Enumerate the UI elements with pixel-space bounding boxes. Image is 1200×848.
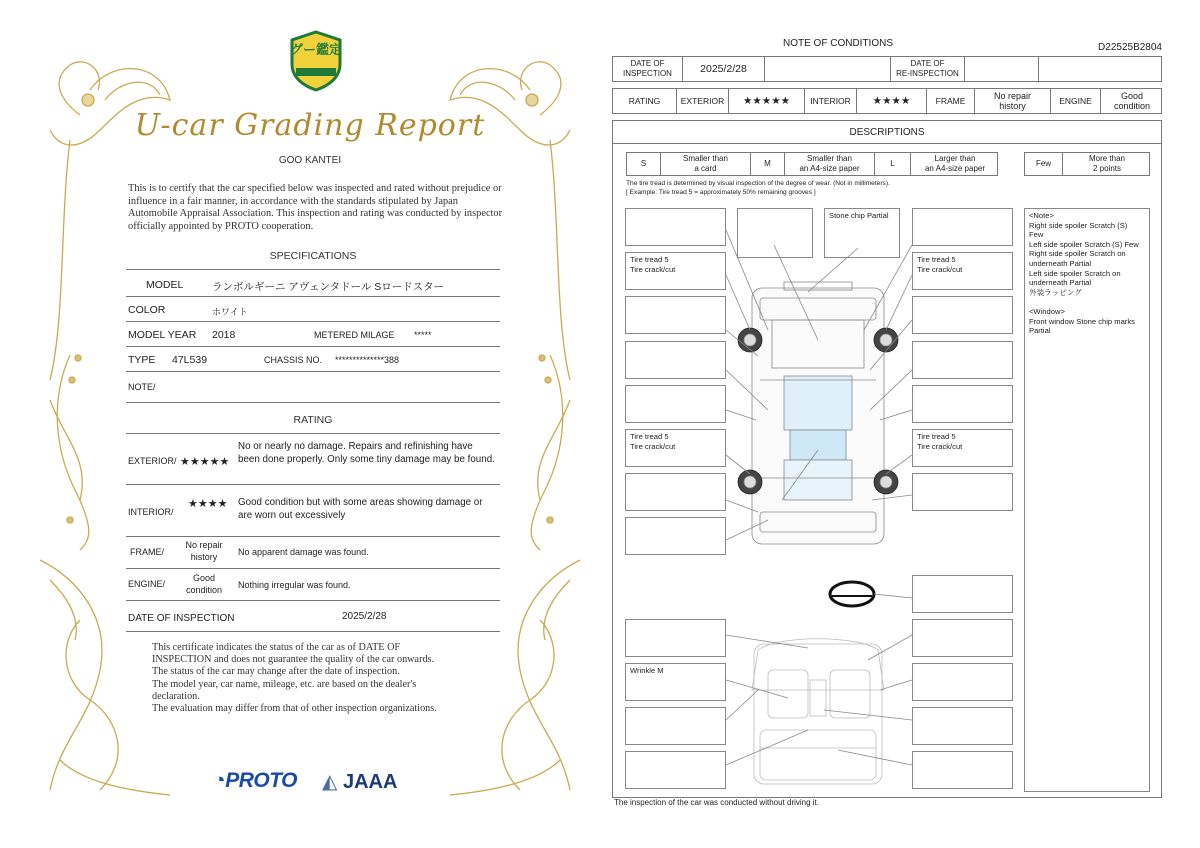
goo-kantei-badge-icon [288,30,344,92]
date-of-inspection-value: 2025/2/28 [683,57,765,81]
engine-description: Nothing irregular was found. [238,580,351,590]
damage-box-right-7 [912,473,1013,511]
color-value: ホワイト [212,307,248,317]
date-value: 2025/2/28 [342,611,387,622]
spec-row-type [126,347,500,372]
grading-certificate [20,20,600,828]
interior-box-left-wrinkle: Wrinkle M [625,663,726,701]
damage-box-right-4 [912,341,1013,379]
interior-description: Good condition but with some areas showing damage or are worn out excessively [238,497,483,521]
engine-label: ENGINE [1051,89,1101,113]
footer-line: This certificate indicates the status of the car as of DATE OF [152,642,401,653]
damage-box-left-3 [625,296,726,334]
note-line: Partial [1029,326,1051,336]
exterior-label: EXTERIOR [677,89,729,113]
spec-row-color [126,297,500,322]
model-value: ランボルギーニ アヴェンタドール Sロードスター [212,281,445,293]
interior-box-right-2 [912,663,1013,701]
exterior-description: No or nearly no damage. Repairs and refinishing have been done properly. Only some tiny damage may be found. [238,441,495,465]
interior-box-left-4 [625,751,726,789]
damage-box-right-5 [912,385,1013,423]
note-line: underneath Partial [1029,278,1092,288]
rating-row-date [126,601,500,632]
frame-value-l1: No repair [993,91,1031,101]
footer-line: INSPECTION and does not guarantee the quality of the car onwards. [152,654,435,666]
footer-line: The evaluation may differ from that of other inspection organizations. [152,703,437,715]
chassis-label: CHASSIS NO. [264,355,323,365]
proto-mark-icon: ◔ [213,769,226,792]
doi-l2: INSPECTION [623,69,672,78]
engine-label: ENGINE/ [128,579,166,589]
tread-note-line1: The tire tread is determined by visual inspection of the degree of wear. (Not in millimeters). [626,180,890,187]
frame-label: FRAME/ [130,547,165,557]
certificate-intro: This is to certify that the car specified below was inspected and rated without prejudice or influence in a fair manner, in accordance with the standards stipulated by Japan Automobile Appraisal Association. This inspection and rating was conducted by inspector officially appointed by PROTO cooperation. [128,183,503,233]
damage-box-left-8 [625,517,726,555]
tire-tread-text: Tire tread 5 [917,432,956,441]
interior-label: INTERIOR/ [128,507,174,517]
legend-l: L [875,153,911,175]
tire-tread-text: Tire tread 5 [630,432,669,441]
rating-row-exterior [126,435,500,485]
note-line: Right side spoiler Scratch on [1029,249,1126,259]
legend-m-desc-l2: an A4-size paper [799,164,860,173]
year-value: 2018 [212,329,236,341]
footer-line: The status of the car may change after the date of inspection. [152,666,400,678]
jaaa-mark-icon: ◭ [322,771,338,793]
notes-column [1024,208,1150,792]
damage-box-left-tire-rear [625,429,726,467]
note-line: Left side spoiler Scratch on [1029,268,1121,278]
engine-value-l1: Good [1120,91,1144,101]
note-line: Right side spoiler Scratch (S) [1029,220,1128,230]
document-id: D22525B2804 [1098,42,1162,53]
certificate-subtitle: GOO KANTEI [278,155,342,166]
doi-l1: DATE OF [630,59,665,68]
damage-box-right-3 [912,296,1013,334]
proto-logo [213,769,297,793]
interior-box-steering [912,575,1013,613]
damage-box-right-tire-rear [912,429,1013,467]
frame-label: FRAME [927,89,975,113]
legend-s-desc-l2: a card [694,164,717,173]
chassis-value: **************388 [335,355,400,365]
interior-stars: ★★★★ [188,498,228,510]
exterior-stars: ★★★★★ [180,456,230,468]
tire-tread-text: Tire tread 5 [917,255,956,264]
rating-row-engine [126,569,500,601]
engine-value-l2: condition [1113,101,1151,111]
rei-l2: RE-INSPECTION [896,69,959,78]
rating-row-interior [126,485,500,537]
legend-l-desc-l1: Larger than [934,154,976,163]
frame-value-line1: No repair [185,540,223,550]
frame-value-line2: history [190,552,218,562]
engine-value-line2: condition [185,585,223,595]
jaaa-logo-text: JAAA [342,771,398,793]
interior-box-left-3 [625,707,726,745]
model-label: MODEL [146,279,184,291]
frame-value-l2: history [999,101,1026,111]
note-label: NOTE/ [128,382,156,392]
legend-l-desc-l2: an A4-size paper [924,164,986,173]
note-line [1029,297,1145,307]
spec-row-note [126,372,500,403]
jaaa-logo [322,769,397,794]
damage-box-left-4 [625,341,726,379]
exterior-label: EXTERIOR/ [128,456,177,466]
exterior-stars: ★★★★★ [729,89,805,113]
spec-row-model [126,271,500,297]
interior-box-right-1 [912,619,1013,657]
tire-crack-text: Tire crack/cut [630,264,676,274]
tire-crack-text: Tire crack/cut [917,441,963,451]
certificate-footer [152,642,492,715]
badge-text: グー鑑定 [289,43,343,58]
note-of-conditions [608,30,1168,820]
rating-heading: RATING [293,414,333,426]
type-label: TYPE [128,354,156,366]
damage-box-top-1 [737,208,813,258]
mileage-label: METERED MILAGE [314,330,395,340]
damage-box-right-tire-front [912,252,1013,290]
tire-crack-text: Tire crack/cut [917,264,963,274]
type-value: 47L539 [172,354,208,366]
date-label: DATE OF INSPECTION [128,613,235,624]
descriptions-heading: DESCRIPTIONS [612,120,1162,144]
rei-l1: DATE OF [910,59,945,68]
legend-few: Few [1025,153,1063,175]
noc-title: NOTE OF CONDITIONS [783,38,893,49]
year-label: MODEL YEAR [128,329,197,341]
note-line: Few [1029,230,1044,240]
note-line: <Note> [1029,211,1054,220]
specifications-heading: SPECIFICATIONS [269,250,357,262]
note-line: 外装ラッピング [1029,287,1082,297]
damage-box-right-1 [912,208,1013,246]
interior-label: INTERIOR [805,89,857,113]
damage-box-left-7 [625,473,726,511]
legend-more-l2: 2 points [1092,164,1122,173]
proto-logo-text: PROTO [225,769,297,792]
certificate-title: U-car Grading Report [134,108,486,143]
interior-box-left-1 [625,619,726,657]
footer-line: declaration. [152,690,200,702]
note-line: Left side spoiler Scratch (S) Few [1029,239,1139,249]
mileage-value: ***** [414,330,432,340]
spec-row-year [126,322,500,347]
damage-box-left-tire-front [625,252,726,290]
rating-row-frame [126,537,500,569]
legend-m-desc-l1: Smaller than [807,154,852,163]
interior-box-right-3 [912,707,1013,745]
legend-more-l1: More than [1088,154,1126,163]
legend-s: S [627,153,661,175]
note-line: <Window> [1029,306,1065,316]
interior-stars: ★★★★ [857,89,927,113]
rating-label: RATING [613,89,677,113]
note-line: underneath Partial [1029,258,1092,268]
tread-note-line2: [ Example: Tire tread 5 = approximately 50% remaining grooves ] [626,189,816,196]
frame-description: No apparent damage was found. [238,547,369,557]
engine-value-line1: Good [192,573,216,583]
interior-box-right-4 [912,751,1013,789]
damage-box-left-5 [625,385,726,423]
tire-crack-text: Tire crack/cut [630,441,676,451]
noc-footer: The inspection of the car was conducted without driving it. [614,798,819,807]
tire-tread-text: Tire tread 5 [630,255,669,264]
footer-line: The model year, car name, mileage, etc. are based on the dealer's [152,678,417,690]
note-line: Front window Stone chip marks [1029,316,1135,326]
damage-box-top-stone-chip: Stone chip Partial [824,208,900,258]
legend-s-desc-l1: Smaller than [683,154,728,163]
damage-box-left-1 [625,208,726,246]
color-label: COLOR [128,304,166,316]
legend-m: M [751,153,785,175]
